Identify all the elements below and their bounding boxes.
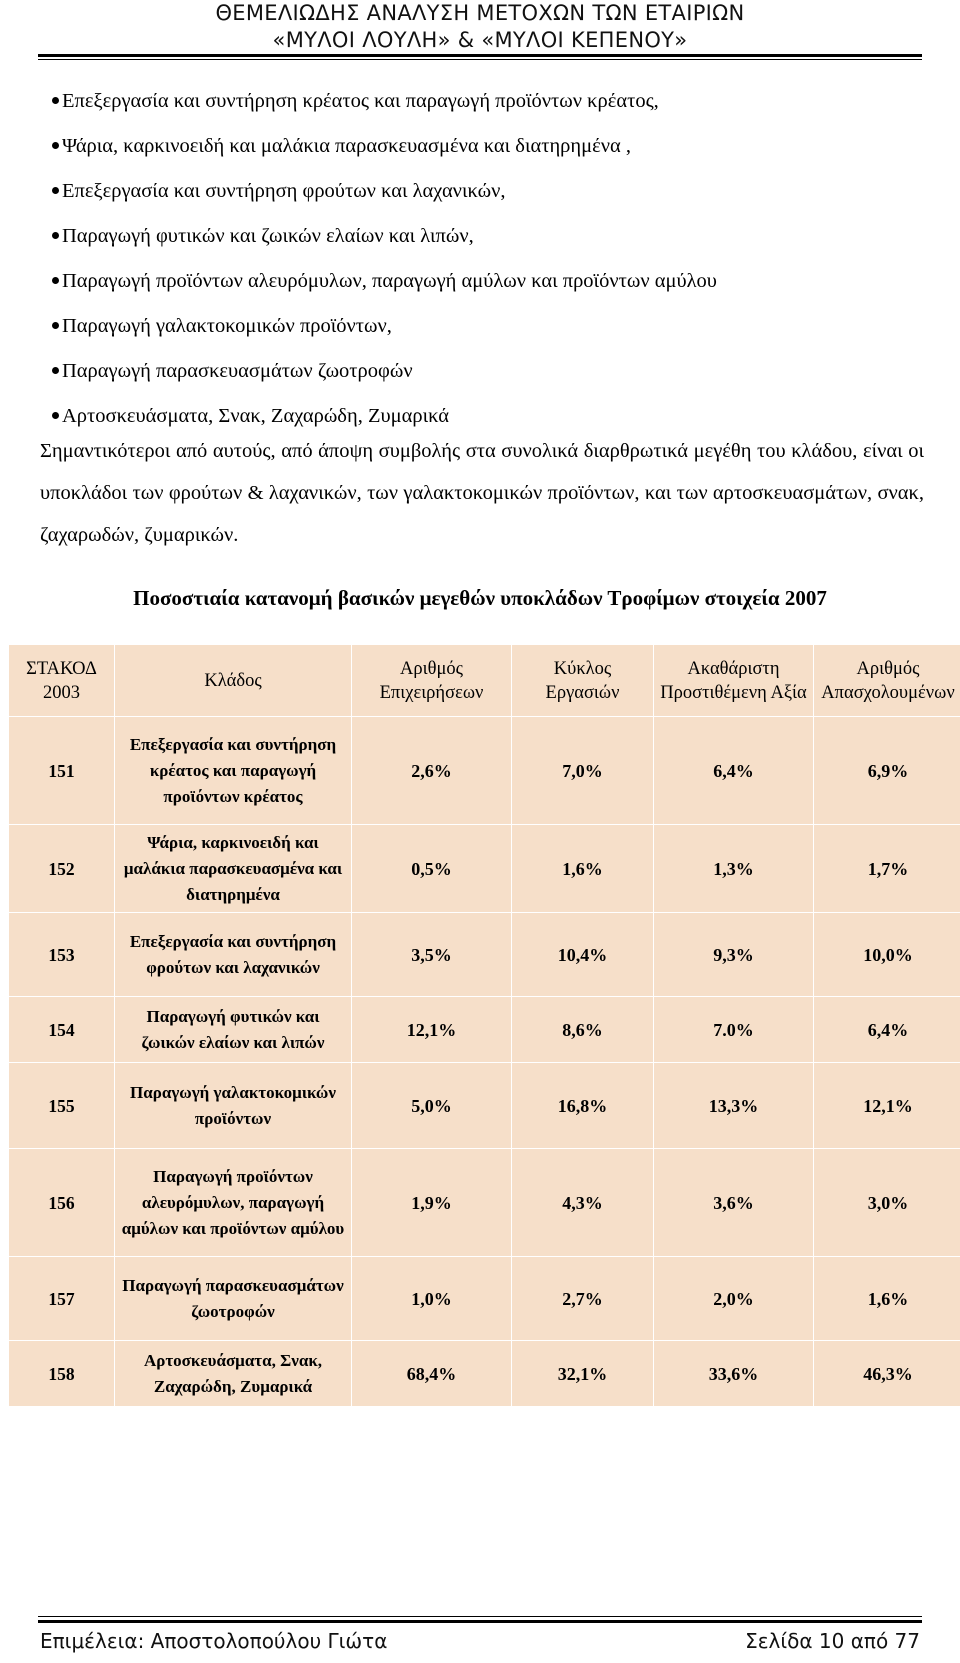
cell-kyklos: 10,4% xyxy=(512,913,654,997)
cell-klados: Παραγωγή παρασκευασμάτων ζωοτροφών xyxy=(115,1257,352,1341)
header-stakod: ΣΤΑΚΟΔ 2003 xyxy=(9,645,115,717)
page-header xyxy=(40,0,920,53)
table-row xyxy=(9,1063,960,1149)
cell-epixeiriseis: 12,1% xyxy=(352,997,512,1063)
cell-klados: Επεξεργασία και συντήρηση φρούτων και λαχανικών xyxy=(115,913,352,997)
cell-kyklos: 8,6% xyxy=(512,997,654,1063)
table-row xyxy=(9,997,960,1063)
cell-axia: 2,0% xyxy=(654,1257,814,1341)
cell-kyklos: 7,0% xyxy=(512,717,654,825)
cell-epixeiriseis: 1,9% xyxy=(352,1149,512,1257)
list-item-text: Αρτοσκευάσματα, Σνακ, Ζαχαρώδη, Ζυμαρικά xyxy=(62,405,449,427)
bullet-icon xyxy=(52,367,59,374)
footer-author: Επιμέλεια: Αποστολοπούλου Γιώτα xyxy=(40,1629,388,1653)
body-paragraph: Σημαντικότεροι από αυτούς, από άποψη συμβολής στα συνολικά διαρθρωτικά μεγέθη του κλάδου, είναι οι υποκλάδοι των φρούτων & λαχανικών, των γαλακτοκομικών προϊόντων, και των αρτοσκευασμάτων, σνακ, ζαχαρωδών, ζυμαρικών. xyxy=(40,440,924,546)
bullet-icon xyxy=(52,232,59,239)
cell-apasxoloumenoi: 12,1% xyxy=(814,1063,960,1149)
cell-code: 158 xyxy=(9,1341,115,1407)
table-row xyxy=(9,825,960,913)
cell-code: 153 xyxy=(9,913,115,997)
footer-divider-thin xyxy=(38,1616,922,1617)
list-item-text: Επεξεργασία και συντήρηση κρέατος και παραγωγή προϊόντων κρέατος, xyxy=(62,90,659,112)
cell-apasxoloumenoi: 6,9% xyxy=(814,717,960,825)
bullet-icon xyxy=(52,412,59,419)
header-title-line-1: ΘΕΜΕΛΙΩΔΗΣ ΑΝΑΛΥΣΗ ΜΕΤΟΧΩΝ ΤΩΝ ΕΤΑΙΡΙΩΝ xyxy=(215,1,745,25)
bullet-icon xyxy=(52,187,59,194)
cell-epixeiriseis: 68,4% xyxy=(352,1341,512,1407)
table-header-row xyxy=(9,645,960,717)
bullet-icon xyxy=(52,142,59,149)
cell-kyklos: 32,1% xyxy=(512,1341,654,1407)
cell-epixeiriseis: 3,5% xyxy=(352,913,512,997)
cell-klados: Παραγωγή γαλακτοκομικών προϊόντων xyxy=(115,1063,352,1149)
cell-axia: 9,3% xyxy=(654,913,814,997)
header-divider xyxy=(38,54,922,57)
table-row xyxy=(9,717,960,825)
header-axia: Ακαθάριστη Προστιθέμενη Αξία xyxy=(654,645,814,717)
table-row xyxy=(9,1149,960,1257)
cell-klados: Αρτοσκευάσματα, Σνακ, Ζαχαρώδη, Ζυμαρικά xyxy=(115,1341,352,1407)
cell-epixeiriseis: 0,5% xyxy=(352,825,512,913)
sector-bullet-list xyxy=(52,79,922,439)
header-apasxoloumenoi: Αριθμός Απασχολουμένων xyxy=(814,645,960,717)
cell-apasxoloumenoi: 1,6% xyxy=(814,1257,960,1341)
header-divider-thin xyxy=(38,59,922,60)
list-item xyxy=(52,214,922,259)
cell-apasxoloumenoi: 46,3% xyxy=(814,1341,960,1407)
sector-distribution-table xyxy=(8,644,960,1407)
footer-divider xyxy=(38,1620,922,1623)
bullet-icon xyxy=(52,322,59,329)
cell-epixeiriseis: 2,6% xyxy=(352,717,512,825)
cell-axia: 7.0% xyxy=(654,997,814,1063)
cell-apasxoloumenoi: 10,0% xyxy=(814,913,960,997)
cell-apasxoloumenoi: 1,7% xyxy=(814,825,960,913)
cell-code: 155 xyxy=(9,1063,115,1149)
header-epixeiriseis: Αριθμός Επιχειρήσεων xyxy=(352,645,512,717)
list-item-text: Παραγωγή προϊόντων αλευρόμυλων, παραγωγή αμύλων και προϊόντων αμύλου xyxy=(62,270,717,292)
cell-code: 156 xyxy=(9,1149,115,1257)
cell-epixeiriseis: 1,0% xyxy=(352,1257,512,1341)
header-title-line-2: «ΜΥΛΟΙ ΛΟΥΛΗ» & «ΜΥΛΟΙ ΚΕΠΕΝΟΥ» xyxy=(272,28,688,52)
list-item xyxy=(52,259,922,304)
list-item-text: Επεξεργασία και συντήρηση φρούτων και λαχανικών, xyxy=(62,180,506,202)
cell-kyklos: 16,8% xyxy=(512,1063,654,1149)
cell-axia: 6,4% xyxy=(654,717,814,825)
cell-code: 152 xyxy=(9,825,115,913)
list-item-text: Παραγωγή γαλακτοκομικών προϊόντων, xyxy=(62,315,392,337)
list-item xyxy=(52,124,922,169)
cell-apasxoloumenoi: 3,0% xyxy=(814,1149,960,1257)
page-number: Σελίδα 10 από 77 xyxy=(745,1629,920,1653)
list-item xyxy=(52,304,922,349)
cell-code: 151 xyxy=(9,717,115,825)
cell-klados: Ψάρια, καρκινοειδή και μαλάκια παρασκευασμένα και διατηρημένα xyxy=(115,825,352,913)
list-item-text: Παραγωγή παρασκευασμάτων ζωοτροφών xyxy=(62,360,413,382)
cell-axia: 1,3% xyxy=(654,825,814,913)
cell-kyklos: 4,3% xyxy=(512,1149,654,1257)
cell-axia: 13,3% xyxy=(654,1063,814,1149)
cell-kyklos: 1,6% xyxy=(512,825,654,913)
bullet-icon xyxy=(52,277,59,284)
header-kyklos: Κύκλος Εργασιών xyxy=(512,645,654,717)
cell-code: 157 xyxy=(9,1257,115,1341)
table-row xyxy=(9,1257,960,1341)
cell-epixeiriseis: 5,0% xyxy=(352,1063,512,1149)
cell-axia: 33,6% xyxy=(654,1341,814,1407)
list-item xyxy=(52,79,922,124)
cell-klados: Παραγωγή προϊόντων αλευρόμυλων, παραγωγή αμύλων και προϊόντων αμύλου xyxy=(115,1149,352,1257)
table-row xyxy=(9,913,960,997)
list-item xyxy=(52,349,922,394)
list-item xyxy=(52,169,922,214)
cell-apasxoloumenoi: 6,4% xyxy=(814,997,960,1063)
cell-code: 154 xyxy=(9,997,115,1063)
cell-klados: Επεξεργασία και συντήρηση κρέατος και παραγωγή προϊόντων κρέατος xyxy=(115,717,352,825)
list-item-text: Ψάρια, καρκινοειδή και μαλάκια παρασκευασμένα και διατηρημένα , xyxy=(62,135,631,157)
cell-klados: Παραγωγή φυτικών και ζωικών ελαίων και λιπών xyxy=(115,997,352,1063)
list-item-text: Παραγωγή φυτικών και ζωικών ελαίων και λιπών, xyxy=(62,225,474,247)
cell-kyklos: 2,7% xyxy=(512,1257,654,1341)
table-row xyxy=(9,1341,960,1407)
header-klados: Κλάδος xyxy=(115,645,352,717)
bullet-icon xyxy=(52,97,59,104)
table-title: Ποσοστιαία κατανομή βασικών μεγεθών υποκλάδων Τροφίμων στοιχεία 2007 xyxy=(133,586,827,610)
cell-axia: 3,6% xyxy=(654,1149,814,1257)
